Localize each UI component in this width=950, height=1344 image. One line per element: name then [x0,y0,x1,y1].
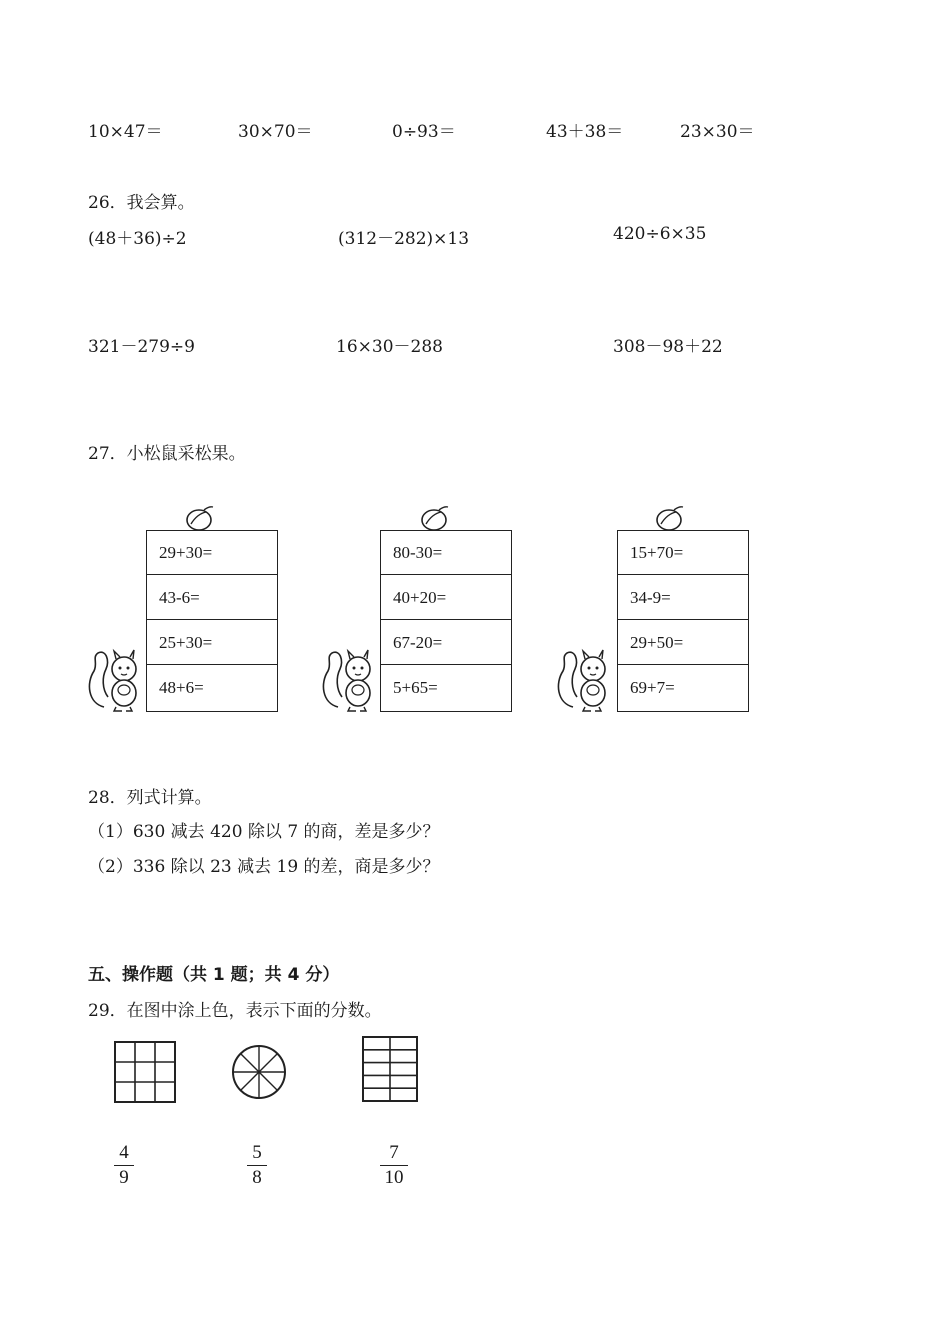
rect-grid-2x5[interactable] [361,1035,419,1103]
tower-cell: 80-30= [381,531,511,575]
expression: 321－279÷9 [88,337,195,357]
question-title: 26．我会算。 [88,193,195,213]
fraction-denominator: 10 [384,1167,404,1188]
answer-box [380,530,512,712]
tower-cell: 5+65= [393,678,438,697]
tower-cell: 40+20= [381,576,511,620]
expression: (48＋36)÷2 [88,229,187,249]
tower-cell: 67-20= [381,621,511,665]
pinecone-icon [417,505,451,533]
fraction-denominator: 9 [119,1167,129,1188]
question-item: （1）630 减去 420 除以 7 的商，差是多少？ [88,822,440,842]
tower-cell: 15+70= [618,531,748,575]
question-item: （2）336 除以 23 减去 19 的差，商是多少？ [88,857,440,877]
squirrel-icon [86,645,146,713]
tower-cell: 25+30= [147,621,277,665]
expression: 0÷93＝ [392,122,456,142]
answer-box [146,530,278,712]
question-title: 28．列式计算。 [88,788,212,808]
fraction [114,1143,134,1188]
expression: 308－98＋22 [613,337,723,357]
pinecone-icon [652,505,686,533]
fraction-numerator: 5 [252,1142,262,1163]
fraction [380,1143,408,1188]
expression: 23×30＝ [680,122,755,142]
tower-cell: 34-9= [618,576,748,620]
fraction-numerator: 4 [119,1142,129,1163]
tower-cell: 69+7= [630,678,675,697]
fraction-numerator: 7 [389,1142,399,1163]
fraction-denominator: 8 [252,1167,262,1188]
question-title: 29．在图中涂上色，表示下面的分数。 [88,1001,382,1021]
question-title: 27．小松鼠采松果。 [88,444,246,464]
squirrel-icon [320,645,380,713]
expression: 30×70＝ [238,122,313,142]
square-grid-3x3[interactable] [113,1040,177,1104]
fraction [247,1143,267,1188]
circle-divided-8[interactable] [230,1043,288,1101]
expression: 43＋38＝ [546,122,624,142]
tower-cell: 43-6= [147,576,277,620]
tower-cell: 29+50= [618,621,748,665]
tower-cell: 48+6= [159,678,204,697]
squirrel-icon [555,645,615,713]
answer-box [617,530,749,712]
expression: 420÷6×35 [613,224,707,244]
expression: (312－282)×13 [338,229,470,249]
section-heading: 五、操作题（共 1 题；共 4 分） [88,965,340,985]
tower-cell: 29+30= [147,531,277,575]
expression: 10×47＝ [88,122,163,142]
expression: 16×30－288 [336,337,443,357]
pinecone-icon [182,505,216,533]
